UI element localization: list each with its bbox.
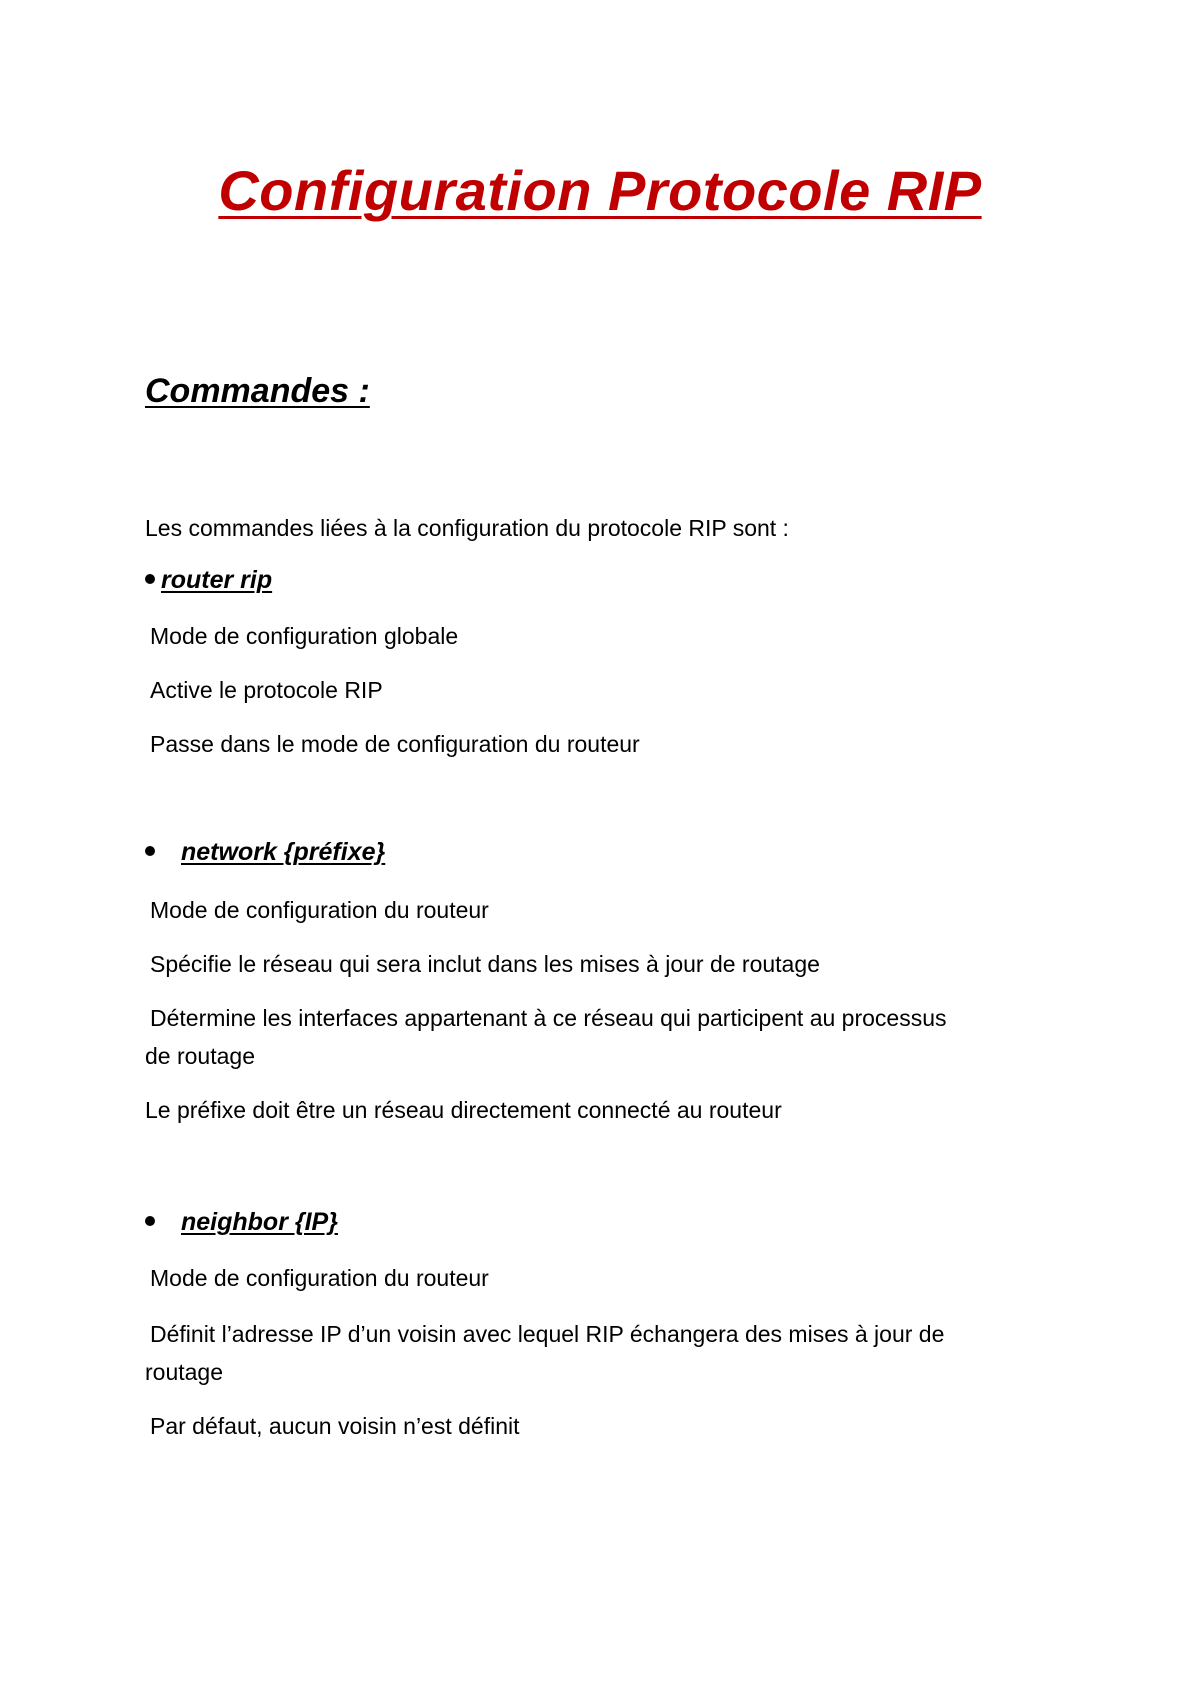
document-title: Configuration Protocole RIP (218, 159, 982, 222)
command-line: Spécifie le réseau qui sera inclut dans les mises à jour de routage (150, 951, 820, 977)
section-heading: Commandes : (145, 372, 370, 410)
command-line: Par défaut, aucun voisin n’est définit (150, 1413, 520, 1439)
command-line: Le préfixe doit être un réseau directement connecté au routeur (145, 1097, 782, 1123)
command-line: Mode de configuration du routeur (150, 1265, 489, 1291)
command-heading-network (145, 838, 385, 867)
command-heading-router-rip (145, 566, 272, 595)
command-name: neighbor {IP} (181, 1208, 338, 1236)
command-line: Définit l’adresse IP d’un voisin avec lequel RIP échangera des mises à jour de (150, 1321, 945, 1347)
command-line: de routage (145, 1043, 255, 1069)
bullet-icon (145, 1216, 155, 1226)
command-heading-neighbor (145, 1208, 338, 1237)
command-name: router rip (161, 566, 273, 594)
command-line: Mode de configuration du routeur (150, 897, 489, 923)
command-name: network {préfixe} (181, 838, 386, 866)
command-line: routage (145, 1359, 224, 1385)
bullet-icon (145, 574, 155, 584)
command-line: Détermine les interfaces appartenant à ce réseau qui participent au processus (150, 1005, 947, 1031)
command-line: Mode de configuration globale (150, 623, 459, 649)
intro-text: Les commandes liées à la configuration du protocole RIP sont : (145, 515, 789, 541)
command-line: Active le protocole RIP (150, 677, 383, 703)
command-line: Passe dans le mode de configuration du routeur (150, 731, 640, 757)
bullet-icon (145, 846, 155, 856)
